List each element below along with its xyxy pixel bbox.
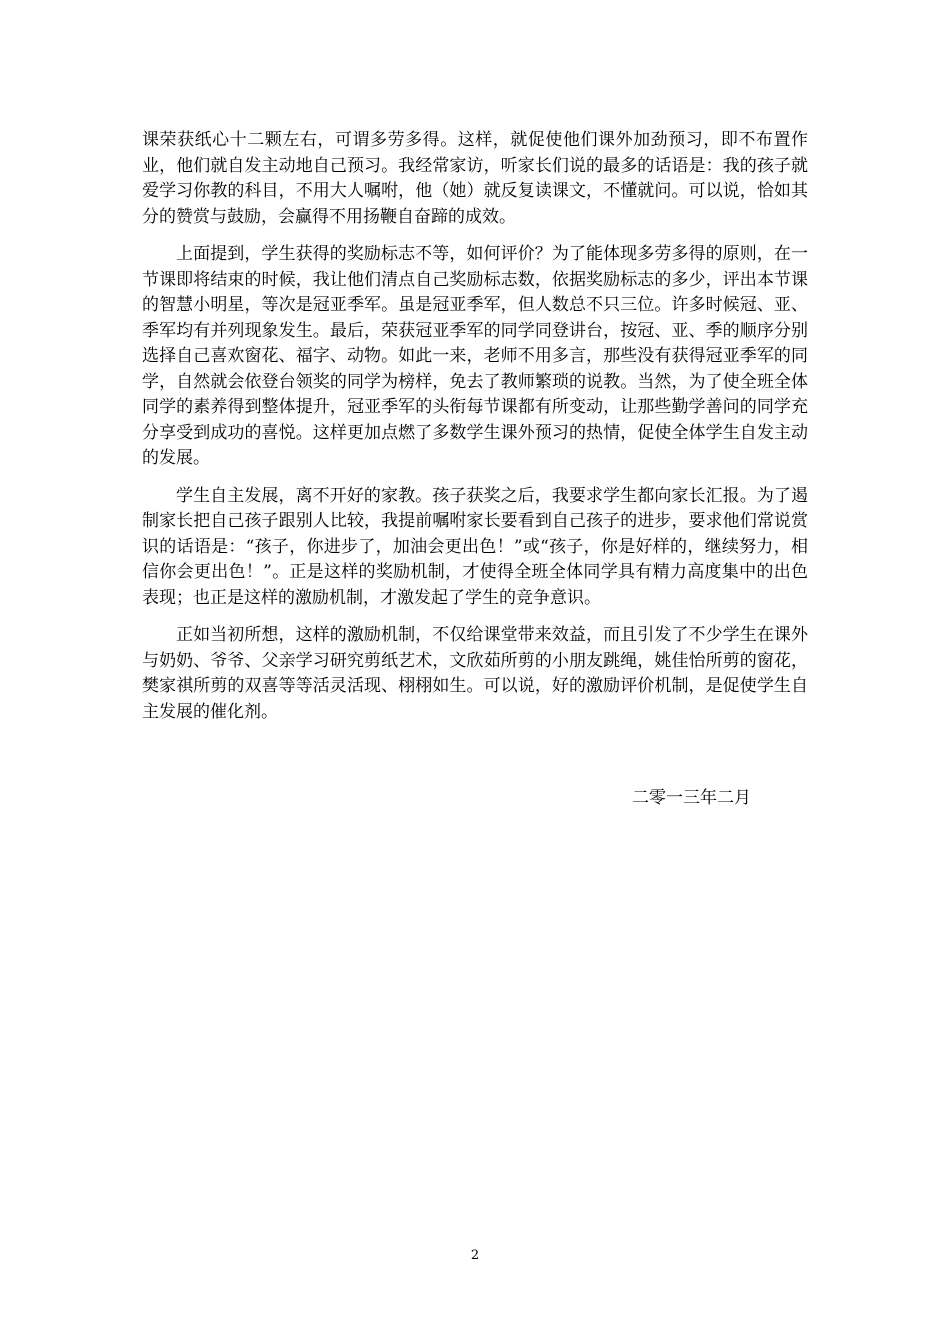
paragraph-1: 课荣获纸心十二颗左右，可谓多劳多得。这样，就促使他们课外加劲预习，即不布置作业，他们就自发主动地自己预习。我经常家访，听家长们说的最多的话语是：我的孩子就爱学习你教的科目，不用大人嘱咐，他（她）就反复读课文，不懂就问。可以说，恰如其分的赞赏与鼓励，会赢得不用扬鞭自奋蹄的成效。: [142, 130, 808, 227]
page-number: 2: [470, 1248, 480, 1263]
document-date: 二零一三年二月: [632, 788, 751, 808]
paragraph-4: 正如当初所想，这样的激励机制，不仅给课堂带来效益，而且引发了不少学生在课外与奶奶、爷爷、父亲学习研究剪纸艺术，文欣茹所剪的小朋友跳绳，姚佳怡所剪的窗花，樊家祺所剪的双喜等等活灵活现、栩栩如生。可以说，好的激励评价机制，是促使学生自主发展的催化剂。: [142, 625, 808, 722]
paragraph-3: 学生自主发展，离不开好的家教。孩子获奖之后，我要求学生都向家长汇报。为了遏制家长把自己孩子跟别人比较，我提前嘱咐家长要看到自己孩子的进步，要求他们常说赏识的话语是：“孩子，你进步了，加油会更出色！”或“孩子，你是好样的，继续努力，相信你会更出色！”。正是这样的奖励机制，才使得全班全体同学具有精力高度集中的出色表现；也正是这样的激励机制，才激发起了学生的竞争意识。: [142, 485, 808, 608]
paragraph-2: 上面提到，学生获得的奖励标志不等，如何评价？为了能体现多劳多得的原则，在一节课即将结束的时候，我让他们清点自己奖励标志数，依据奖励标志的多少，评出本节课的智慧小明星，等次是冠亚季军。虽是冠亚季军，但人数总不只三位。许多时候冠、亚、季军均有并列现象发生。最后，荣获冠亚季军的同学同登讲台，按冠、亚、季的顺序分别选择自己喜欢窗花、福字、动物。如此一来，老师不用多言，那些没有获得冠亚季军的同学，自然就会依登台领奖的同学为榜样，免去了教师繁琐的说教。当然，为了使全班全体同学的素养得到整体提升，冠亚季军的头衔每节课都有所变动，让那些勤学善问的同学充分享受到成功的喜悦。这样更加点燃了多数学生课外预习的热情，促使全体学生自发主动的发展。: [142, 244, 808, 468]
document-body: [142, 128, 808, 737]
